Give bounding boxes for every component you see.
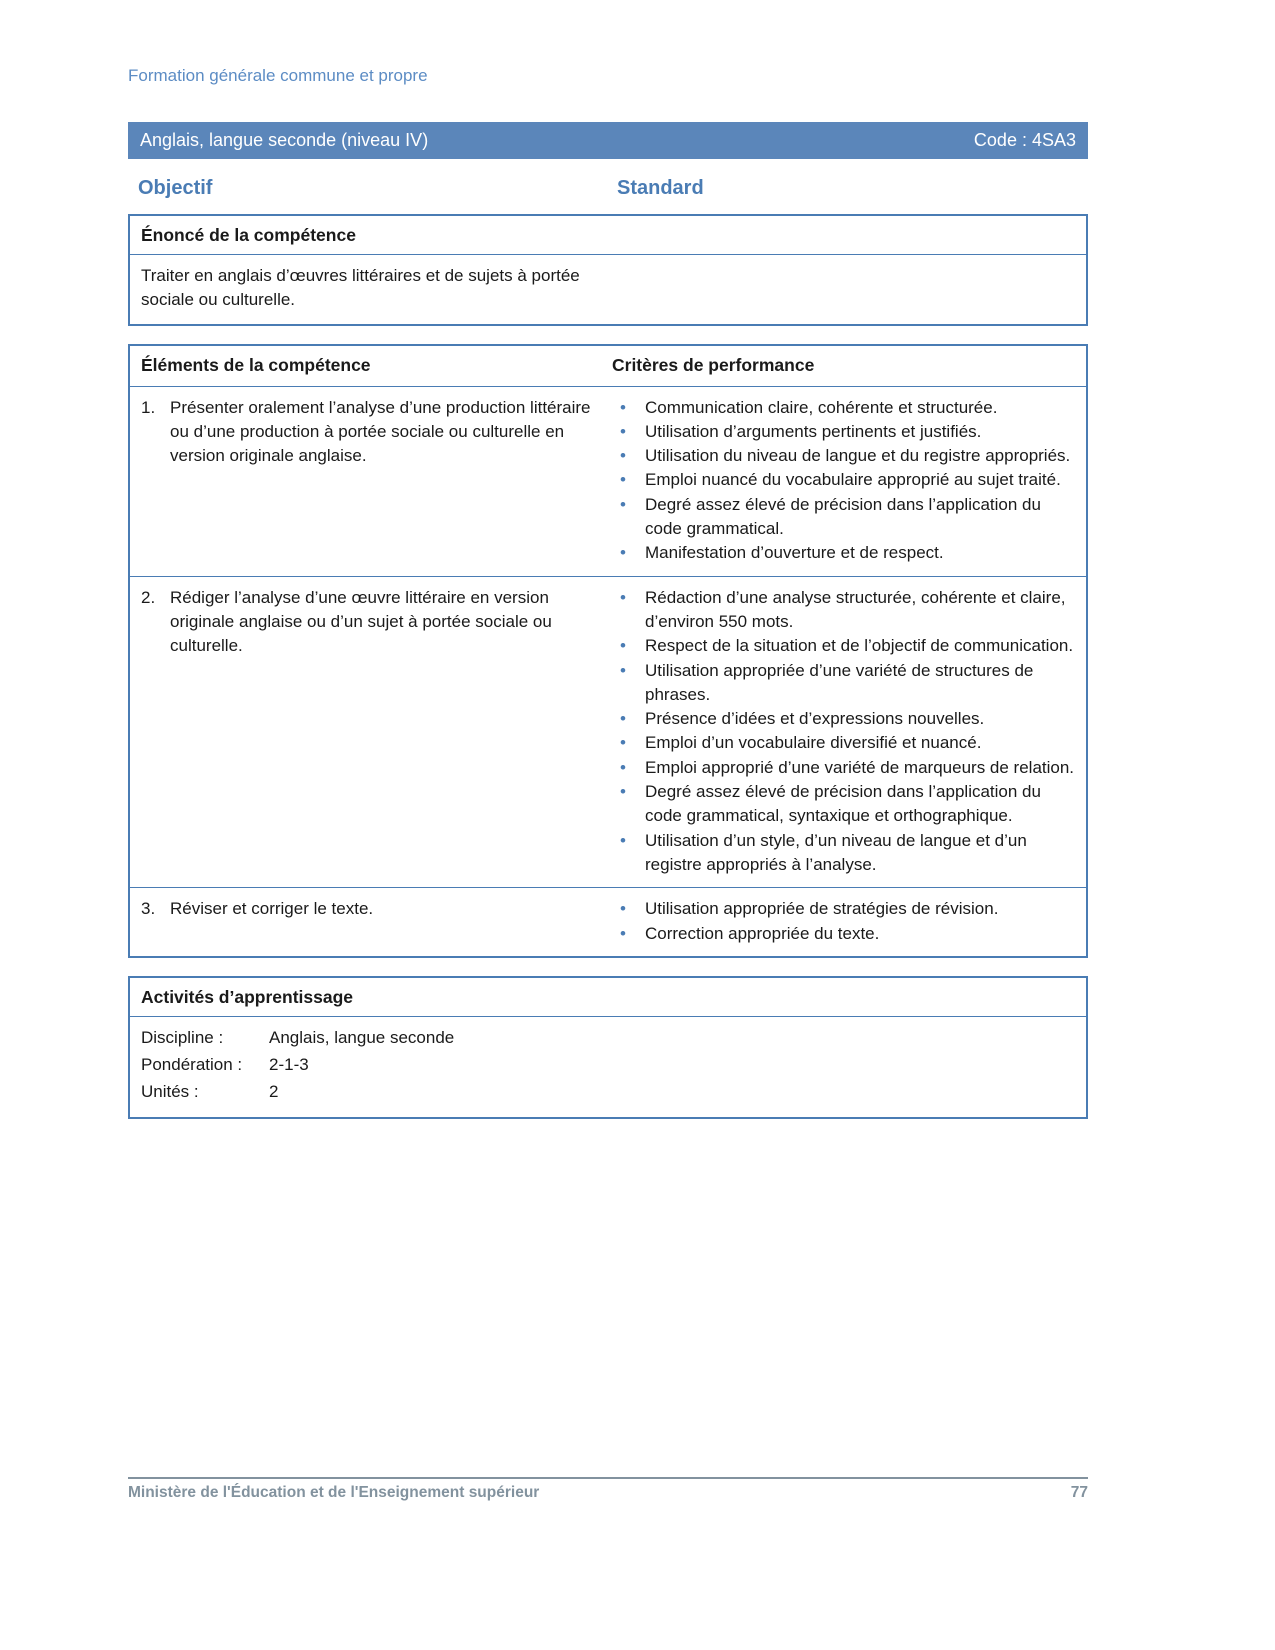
field-value: 2-1-3 [269,1054,309,1074]
criterion: • Communication claire, cohérente et structurée. [612,396,1076,420]
objectif-heading: Objectif [138,177,213,199]
title-bar [128,122,1088,159]
competence-header-row [130,346,1086,387]
field-row [141,1079,1075,1106]
element-number: 2. [141,587,156,607]
field-label: Discipline : [141,1027,224,1047]
field-value: Anglais, langue seconde [269,1027,455,1047]
col1-header: Éléments de la compétence [141,354,371,375]
criterion: • Utilisation d’arguments pertinents et justifiés. [612,420,1076,444]
field-row [141,1025,1075,1052]
criterion: • Manifestation d’ouverture et de respect. [612,541,1076,565]
criteria-list [612,586,1076,878]
element-item [141,586,592,659]
criteria-cell [602,577,1086,888]
activites-header: Activités d’apprentissage [130,978,1086,1017]
criterion: • Utilisation appropriée de stratégies de révision. [612,897,1076,921]
criteria-cell [602,888,1086,956]
criterion: • Présence d’idées et d’expressions nouvelles. [612,707,1076,731]
criterion: • Degré assez élevé de précision dans l’application du code grammatical, syntaxique et orthographique. [612,780,1076,829]
standard-heading: Standard [617,177,704,199]
element-number: 3. [141,899,156,919]
course-title: Anglais, langue seconde (niveau IV) [140,130,429,150]
element-text: Réviser et corriger le texte. [170,899,374,919]
criterion: • Degré assez élevé de précision dans l’application du code grammatical. [612,493,1076,542]
field-value: 2 [269,1081,279,1101]
criterion: • Respect de la situation et de l’objectif de communication. [612,634,1076,658]
field-label: Pondération : [141,1054,243,1074]
competence-row-1 [130,387,1086,577]
element-number: 1. [141,397,156,417]
element-item [141,897,592,921]
enonce-body [130,255,1086,324]
col2-header: Critères de performance [612,354,815,375]
enonce-text: Traiter en anglais d’œuvres littéraires et de sujets à portée sociale ou culturelle. [141,266,580,310]
criteria-cell [602,387,1086,576]
competence-row-3 [130,888,1086,956]
activites-body [130,1017,1086,1118]
element-cell [130,577,602,888]
field-row [141,1052,1075,1079]
column-headings [128,177,1088,200]
element-cell [130,888,602,956]
element-cell [130,387,602,576]
enonce-table [128,214,1088,326]
activites-table [128,976,1088,1120]
criterion: • Emploi d’un vocabulaire diversifié et nuancé. [612,731,1076,755]
enonce-header: Énoncé de la compétence [130,216,1086,255]
criterion: • Utilisation du niveau de langue et du registre appropriés. [612,444,1076,468]
criterion: • Correction appropriée du texte. [612,922,1076,946]
footer-page-number: 77 [1070,1484,1088,1501]
competence-row-2 [130,577,1086,889]
breadcrumb: Formation générale commune et propre [128,66,428,85]
criterion: • Emploi nuancé du vocabulaire approprié au sujet traité. [612,468,1076,492]
course-code: Code : 4SA3 [973,130,1076,150]
criterion: • Utilisation appropriée d’une variété de structures de phrases. [612,659,1076,708]
criterion: • Rédaction d’une analyse structurée, cohérente et claire, d’environ 550 mots. [612,586,1076,635]
element-text: Présenter oralement l’analyse d’une production littéraire ou d’une production à portée sociale ou culturelle en version originale anglaise. [170,397,591,466]
criteria-list [612,897,1076,946]
element-item [141,396,592,469]
criterion: • Emploi approprié d’une variété de marqueurs de relation. [612,756,1076,780]
footer-ministry: Ministère de l'Éducation et de l'Enseignement supérieur [128,1484,540,1501]
criteria-list [612,396,1076,566]
competence-table [128,344,1088,958]
element-text: Rédiger l’analyse d’une œuvre littéraire en version originale anglaise ou d’un sujet à portée sociale ou culturelle. [170,587,552,656]
field-label: Unités : [141,1081,199,1101]
criterion: • Utilisation d’un style, d’un niveau de langue et d’un registre appropriés à l’analyse. [612,829,1076,878]
footer [128,1477,1088,1502]
